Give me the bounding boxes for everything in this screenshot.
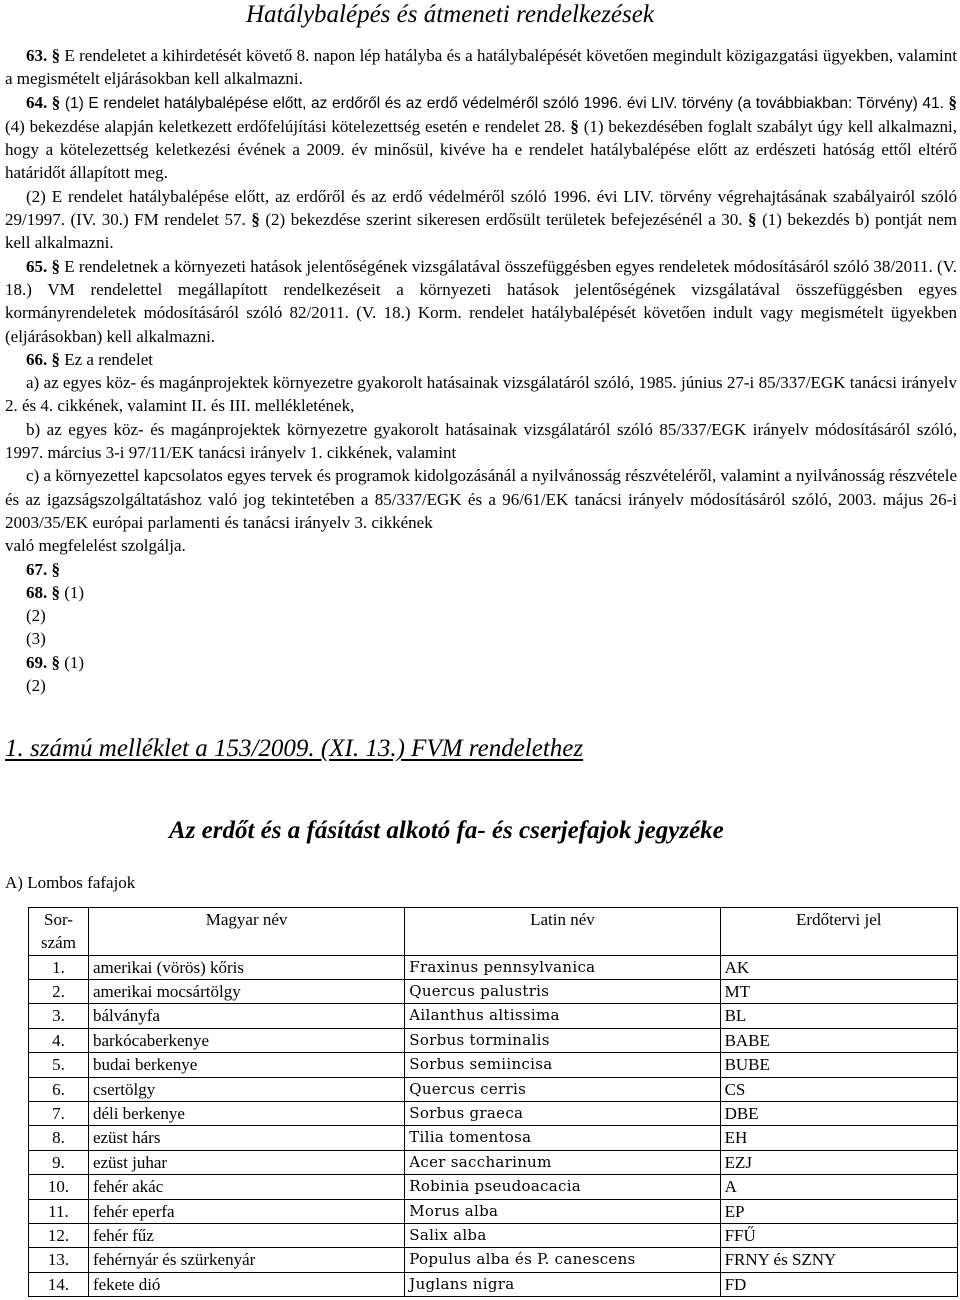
paragraph-64 [5,91,957,185]
latin-name-cell: Robinia pseudoacacia [405,1175,720,1199]
paragraph-64-2 [5,185,957,255]
latin-name-cell: Sorbus semiincisa [405,1053,720,1077]
section-sign: § [251,210,260,230]
hungarian-name-cell: budai berkenye [88,1053,404,1077]
table-row [29,1126,958,1150]
hungarian-name-cell: déli berkenye [88,1101,404,1125]
paragraph-67 [5,558,957,581]
code-cell: BABE [720,1028,957,1052]
paragraph-number: 69. [26,652,48,672]
row-number: 12. [29,1223,89,1247]
row-number: 11. [29,1199,89,1223]
table-row [29,1077,958,1101]
hungarian-name-cell: amerikai (vörös) kőris [88,955,404,979]
latin-name-cell: Acer saccharinum [405,1150,720,1174]
paragraph-65 [5,255,957,348]
annex-title: 1. számú melléklet a 153/2009. (XI. 13.) FVM rendelethez [5,735,584,762]
section-sign: § [51,559,60,579]
header-code: Erdőtervi jel [720,908,957,956]
table-row [29,1101,958,1125]
paragraph-text: (1) E rendelet hatálybalépése előtt, az erdőről és az erdő védelméről szóló 1996. évi LIV. törvény (a továbbiakban: Törvény) 41. [60,94,949,112]
paragraph-number: 67. [26,559,48,579]
section-sign: § [51,92,61,112]
paragraph-text: (1) bekezdés b) pontját nem kell alkalmazni. [5,210,958,253]
code-cell: FD [720,1272,957,1296]
table-row [29,955,958,979]
paragraph-66-c: c) a környezettel kapcsolatos egyes tervek és programok kidolgozásánál a nyilvánosság részvételéről, valamint a nyilvánosság részvétele és az igazságszolgáltatáshoz való jog tekintetében a 85/337/EGK és a 96/61/EK tanácsi irányelv módosításáról szóló, 2003. május 26-i 2003/35/EK európai parlamenti és tanácsi irányelv 3. cikkének [5,466,957,532]
table-row [29,1248,958,1272]
paragraph-66-end: való megfelelést szolgálja. [5,536,186,556]
table-row [29,1199,958,1223]
species-table [28,907,958,1297]
hungarian-name-cell: fehér akác [88,1175,404,1199]
code-cell: EH [720,1126,957,1150]
row-number: 9. [29,1150,89,1174]
row-number: 7. [29,1101,89,1125]
paragraph-text: (4) bekezdése alapján keletkezett erdőfelújítási kötelezettség esetén e rendelet 28. [5,116,571,136]
row-number: 3. [29,1004,89,1028]
paragraph-text: (1) [60,652,85,672]
hungarian-name-cell: barkócaberkenye [88,1028,404,1052]
list-title: Az erdőt és a fásítást alkotó fa- és cserjefajok jegyzéke [169,817,724,844]
paragraph-text: E rendeletet a kihirdetését követő 8. napon lép hatályba és a hatálybalépését követően megindult közigazgatási ügyekben, valamint a megismételt eljárásokban kell alkalmazni. [5,46,957,89]
code-cell: MT [720,979,957,1003]
code-cell: A [720,1175,957,1199]
paragraph-66-b: b) az egyes köz- és magánprojektek környezetre gyakorolt hatásainak vizsgálatáról szóló 85/337/EGK irányelv módosításáról szóló, 1997. március 3-i 97/11/EK tanácsi irányelv 1. cikkének, valamint [5,419,957,463]
hungarian-name-cell: csertölgy [88,1077,404,1101]
table-row [29,979,958,1003]
code-cell: CS [720,1077,957,1101]
hungarian-name-cell: fekete dió [88,1272,404,1296]
section-sign: § [51,349,60,369]
code-cell: BL [720,1004,957,1028]
section-title: Hatálybalépés és átmeneti rendelkezések [246,1,654,28]
table-row [29,1223,958,1247]
section-sign: § [948,92,958,112]
paragraph-text: E rendeletnek a környezeti hatások jelentőségének vizsgálatával összefüggésben egyes rendeletek módosításáról szóló 38/2011. (V. 18.) VM rendelettel megállapított rendelkezéseit a környezeti hatások jelentőségének vizsgálatával összefüggésben egyes kormányrendeletek módosításáról szóló 82/2011. (V. 18.) Korm. rendelet hatálybalépését követően indult vagy megismételt ügyekben (eljárásokban) kell alkalmazni. [5,256,957,346]
row-number: 6. [29,1077,89,1101]
row-number: 10. [29,1175,89,1199]
paragraph-text: (2) E rendelet hatálybalépése előtt, az erdőről és az erdő védelméről szóló 1996. évi LIV. törvény végrehajtásának szabályairól szóló 29/1997. (IV. 30.) FM rendelet 57. [5,186,957,230]
code-cell: EZJ [720,1150,957,1174]
section-sign: § [51,46,61,65]
row-number: 2. [29,979,89,1003]
code-cell: BUBE [720,1053,957,1077]
paragraph-68 [5,581,957,604]
latin-name-cell: Populus alba és P. canescens [405,1248,720,1272]
table-row [29,1004,958,1028]
paragraph-number: 66. [26,349,48,369]
paragraph-text: Ez a rendelet [60,349,153,369]
hungarian-name-cell: fehér fűz [88,1223,404,1247]
latin-name-cell: Salix alba [405,1223,720,1247]
code-cell: FFŰ [720,1223,957,1247]
table-row [29,1028,958,1052]
hungarian-name-cell: fehér eperfa [88,1199,404,1223]
latin-name-cell: Quercus cerris [405,1077,720,1101]
row-number: 1. [29,955,89,979]
row-number: 13. [29,1248,89,1272]
code-cell: AK [720,955,957,979]
paragraph-number: 63. [26,46,48,65]
hungarian-name-cell: fehérnyár és szürkenyár [88,1248,404,1272]
paragraph-68-3: (3) [26,629,46,649]
code-cell: DBE [720,1101,957,1125]
latin-name-cell: Quercus palustris [405,979,720,1003]
section-sign: § [51,582,60,602]
latin-name-cell: Ailanthus altissima [405,1004,720,1028]
row-number: 14. [29,1272,89,1296]
table-row [29,1272,958,1296]
paragraph-63 [5,44,957,91]
paragraph-69-2: (2) [26,676,46,696]
latin-name-cell: Sorbus torminalis [405,1028,720,1052]
hungarian-name-cell: ezüst juhar [88,1150,404,1174]
paragraph-69 [5,651,957,674]
latin-name-cell: Juglans nigra [405,1272,720,1296]
header-number: Sor-szám [29,908,89,956]
code-cell: EP [720,1199,957,1223]
latin-name-cell: Sorbus graeca [405,1101,720,1125]
paragraph-number: 64. [26,92,48,112]
table-row [29,1175,958,1199]
code-cell: FRNY és SZNY [720,1248,957,1272]
paragraph-number: 65. [26,256,48,276]
latin-name-cell: Fraxinus pennsylvanica [405,955,720,979]
paragraph-66-a: a) az egyes köz- és magánprojektek környezetre gyakorolt hatásainak vizsgálatáról szóló, 1985. június 27-i 85/337/EGK tanácsi irányelv 2. és 4. cikkének, valamint II. és III. mellékletének, [5,373,957,416]
table-header-row [29,908,958,956]
paragraph-text: (2) bekezdése szerint sikeresen erdősült területek befejezésénél a 30. [259,210,749,230]
table-row [29,1053,958,1077]
latin-name-cell: Tilia tomentosa [405,1126,720,1150]
paragraph-text: (1) [60,582,85,602]
hungarian-name-cell: amerikai mocsártölgy [88,979,404,1003]
section-sign: § [51,256,61,276]
section-sign: § [748,210,757,230]
table-row [29,1150,958,1174]
section-sign: § [570,116,579,136]
paragraph-66 [5,348,957,371]
subsection-title: A) Lombos fafajok [5,873,136,892]
header-hungarian-name: Magyar név [88,908,404,956]
row-number: 5. [29,1053,89,1077]
latin-name-cell: Morus alba [405,1199,720,1223]
row-number: 8. [29,1126,89,1150]
species-table-body [29,955,958,1296]
row-number: 4. [29,1028,89,1052]
header-latin-name: Latin név [405,908,720,956]
section-sign: § [51,652,60,672]
paragraph-68-2: (2) [26,606,46,626]
provisions-body [5,44,957,697]
hungarian-name-cell: ezüst hárs [88,1126,404,1150]
hungarian-name-cell: bálványfa [88,1004,404,1028]
paragraph-number: 68. [26,582,48,602]
paragraph-text: (1) bekezdésében foglalt szabályt úgy kell alkalmazni, hogy a kötelezettség keletkezési évének a 2009. év minősül, kivéve ha e rendelet hatálybalépése előtt az erdészeti hatóság ettől eltérő határidőt állapított meg. [5,116,957,183]
